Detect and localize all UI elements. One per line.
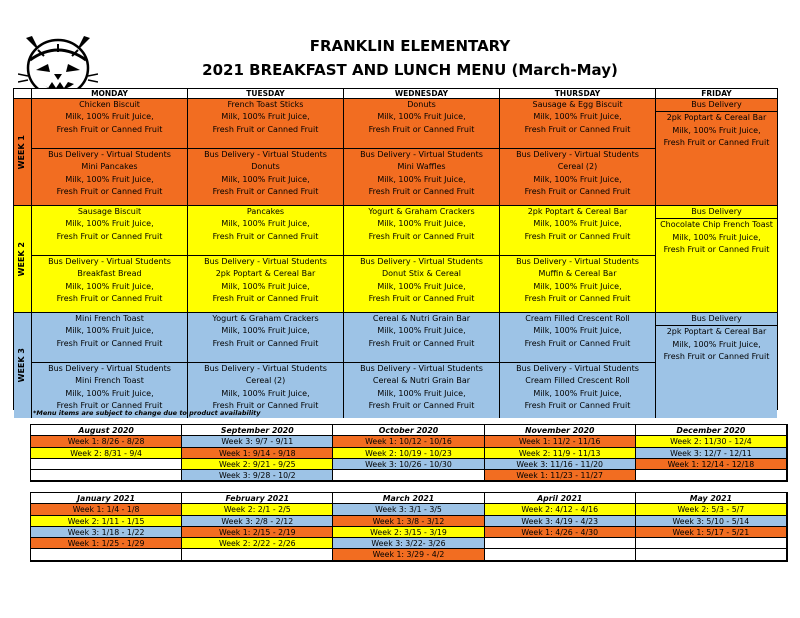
menu-cell: 2pk Poptart & Cereal Bar Milk, 100% Fruit Juice, Fresh Fruit or Canned Fruit xyxy=(500,206,656,256)
week-range-cell xyxy=(636,549,787,560)
menu-cell: Chicken Biscuit Milk, 100% Fruit Juice, Fresh Fruit or Canned Fruit xyxy=(32,99,188,149)
menu-cell: Yogurt & Graham Crackers Milk, 100% Fruit Juice, Fresh Fruit or Canned Fruit xyxy=(188,313,344,363)
day-header: TUESDAY xyxy=(188,89,344,99)
day-header: FRIDAY xyxy=(656,89,777,99)
menu-cell: Sausage Biscuit Milk, 100% Fruit Juice, Fresh Fruit or Canned Fruit xyxy=(32,206,188,256)
month-header: November 2020 xyxy=(485,425,636,436)
menu-cell: Bus Delivery - Virtual Students Breakfast Bread Milk, 100% Fruit Juice, Fresh Fruit or Canned Fruit xyxy=(32,256,188,313)
menu-cell: Bus Delivery - Virtual Students 2pk Poptart & Cereal Bar Milk, 100% Fruit Juice, Fresh Fruit or Canned Fruit xyxy=(188,256,344,313)
week-range-cell xyxy=(485,538,636,549)
week-range-cell: Week 1: 11/2 - 11/16 xyxy=(485,436,636,447)
calendar-fall-2020 xyxy=(30,424,788,482)
menu-cell: Bus Delivery - Virtual Students Muffin & Cereal Bar Milk, 100% Fruit Juice, Fresh Fruit or Canned Fruit xyxy=(500,256,656,313)
menu-cell: Mini French Toast Milk, 100% Fruit Juice, Fresh Fruit or Canned Fruit xyxy=(32,313,188,363)
week-range-cell: Week 2: 10/19 - 10/23 xyxy=(333,448,484,459)
menu-cell: Bus Delivery - Virtual Students Cereal (2) Milk, 100% Fruit Juice, Fresh Fruit or Canned Fruit xyxy=(188,363,344,418)
week-range-cell: Week 2: 11/30 - 12/4 xyxy=(636,436,787,447)
week-range-cell: Week 2: 4/12 - 4/16 xyxy=(485,504,636,515)
menu-cell: Bus Delivery - Virtual Students Donuts Milk, 100% Fruit Juice, Fresh Fruit or Canned Fruit xyxy=(188,149,344,206)
month-header: December 2020 xyxy=(636,425,787,436)
week-range-cell: Week 2: 9/21 - 9/25 xyxy=(182,459,333,470)
availability-note: *Menu items are subject to change due to product availability xyxy=(33,409,261,417)
week-range-cell: Week 1: 10/12 - 10/16 xyxy=(333,436,484,447)
menu-cell: Bus Delivery - Virtual Students Donut Stix & Cereal Milk, 100% Fruit Juice, Fresh Fruit or Canned Fruit xyxy=(344,256,500,313)
week-range-cell xyxy=(31,549,182,560)
week-range-cell: Week 1: 1/4 - 1/8 xyxy=(31,504,182,515)
menu-cell: Bus Delivery - Virtual Students Cereal & Nutri Grain Bar Milk, 100% Fruit Juice, Fresh Fruit or Canned Fruit xyxy=(344,363,500,418)
month-header: August 2020 xyxy=(31,425,182,436)
week-range-cell: Week 2: 2/22 - 2/26 xyxy=(182,538,333,549)
week-range-cell: Week 2: 3/15 - 3/19 xyxy=(333,527,484,538)
week-range-cell: Week 3: 4/19 - 4/23 xyxy=(485,516,636,527)
week-range-cell: Week 1: 4/26 - 4/30 xyxy=(485,527,636,538)
corner-cell xyxy=(14,89,32,99)
menu-cell: Bus Delivery - Virtual Students Mini Waffles Milk, 100% Fruit Juice, Fresh Fruit or Canned Fruit xyxy=(344,149,500,206)
week-range-cell xyxy=(636,538,787,549)
week-range-cell: Week 1: 1/25 - 1/29 xyxy=(31,538,182,549)
week-range-cell xyxy=(333,470,484,481)
month-header: January 2021 xyxy=(31,493,182,504)
month-header: May 2021 xyxy=(636,493,787,504)
week-range-cell: Week 2: 11/9 - 11/13 xyxy=(485,448,636,459)
friday-cell: Bus Delivery 2pk Poptart & Cereal Bar Milk, 100% Fruit Juice, Fresh Fruit or Canned Fruit xyxy=(656,313,777,418)
menu-cell: Cereal & Nutri Grain Bar Milk, 100% Fruit Juice, Fresh Fruit or Canned Fruit xyxy=(344,313,500,363)
week-range-cell: Week 3: 9/28 - 10/2 xyxy=(182,470,333,481)
week-range-cell: Week 1: 12/14 - 12/18 xyxy=(636,459,787,470)
week-range-cell: Week 3: 5/10 - 5/14 xyxy=(636,516,787,527)
week-range-cell: Week 3: 3/22- 3/26 xyxy=(333,538,484,549)
week-range-cell: Week 3: 11/16 - 11/20 xyxy=(485,459,636,470)
week-range-cell: Week 1: 9/14 - 9/18 xyxy=(182,448,333,459)
week-range-cell: Week 1: 2/15 - 2/19 xyxy=(182,527,333,538)
day-header: THURSDAY xyxy=(500,89,656,99)
menu-cell: Sausage & Egg Biscuit Milk, 100% Fruit Juice, Fresh Fruit or Canned Fruit xyxy=(500,99,656,149)
week-label: WEEK 1 xyxy=(14,99,32,206)
week-range-cell: Week 3: 3/1 - 3/5 xyxy=(333,504,484,515)
week-range-cell: Week 3: 1/18 - 1/22 xyxy=(31,527,182,538)
week-range-cell: Week 3: 9/7 - 9/11 xyxy=(182,436,333,447)
school-name: FRANKLIN ELEMENTARY xyxy=(309,37,511,55)
week-range-cell xyxy=(636,470,787,481)
friday-cell: Bus Delivery Chocolate Chip French Toast Milk, 100% Fruit Juice, Fresh Fruit or Canned Fruit xyxy=(656,206,777,313)
week-range-cell: Week 1: 11/23 - 11/27 xyxy=(485,470,636,481)
week-range-cell: Week 2: 1/11 - 1/15 xyxy=(31,516,182,527)
menu-cell: Bus Delivery - Virtual Students Cereal (2) Milk, 100% Fruit Juice, Fresh Fruit or Canned Fruit xyxy=(500,149,656,206)
menu-cell: Pancakes Milk, 100% Fruit Juice, Fresh Fruit or Canned Fruit xyxy=(188,206,344,256)
menu-cell: Cream Filled Crescent Roll Milk, 100% Fruit Juice, Fresh Fruit or Canned Fruit xyxy=(500,313,656,363)
menu-cell: Bus Delivery - Virtual Students Mini Pancakes Milk, 100% Fruit Juice, Fresh Fruit or Canned Fruit xyxy=(32,149,188,206)
day-header: MONDAY xyxy=(32,89,188,99)
menu-title: 2021 BREAKFAST AND LUNCH MENU (March-May) xyxy=(202,61,618,79)
menu-cell: Bus Delivery - Virtual Students Mini French Toast Milk, 100% Fruit Juice, Fresh Fruit or Canned Fruit xyxy=(32,363,188,418)
menu-grid xyxy=(13,88,778,410)
week-range-cell: Week 1: 8/26 - 8/28 xyxy=(31,436,182,447)
week-range-cell xyxy=(182,549,333,560)
week-range-cell: Week 2: 5/3 - 5/7 xyxy=(636,504,787,515)
week-range-cell: Week 1: 5/17 - 5/21 xyxy=(636,527,787,538)
month-header: February 2021 xyxy=(182,493,333,504)
week-range-cell: Week 1: 3/29 - 4/2 xyxy=(333,549,484,560)
week-label: WEEK 3 xyxy=(14,313,32,418)
week-range-cell: Week 1: 3/8 - 3/12 xyxy=(333,516,484,527)
week-range-cell: Week 2: 2/1 - 2/5 xyxy=(182,504,333,515)
friday-cell: Bus Delivery 2pk Poptart & Cereal Bar Milk, 100% Fruit Juice, Fresh Fruit or Canned Fruit xyxy=(656,99,777,206)
menu-cell: Bus Delivery - Virtual Students Cream Filled Crescent Roll Milk, 100% Fruit Juice, Fresh Fruit or Canned Fruit xyxy=(500,363,656,418)
menu-cell: French Toast Sticks Milk, 100% Fruit Juice, Fresh Fruit or Canned Fruit xyxy=(188,99,344,149)
week-range-cell xyxy=(485,549,636,560)
menu-cell: Yogurt & Graham Crackers Milk, 100% Fruit Juice, Fresh Fruit or Canned Fruit xyxy=(344,206,500,256)
month-header: September 2020 xyxy=(182,425,333,436)
month-header: October 2020 xyxy=(333,425,484,436)
week-label: WEEK 2 xyxy=(14,206,32,313)
week-range-cell: Week 3: 10/26 - 10/30 xyxy=(333,459,484,470)
week-range-cell: Week 3: 12/7 - 12/11 xyxy=(636,448,787,459)
month-header: April 2021 xyxy=(485,493,636,504)
month-header: March 2021 xyxy=(333,493,484,504)
menu-cell: Donuts Milk, 100% Fruit Juice, Fresh Fruit or Canned Fruit xyxy=(344,99,500,149)
calendar-spring-2021 xyxy=(30,492,788,562)
day-header: WEDNESDAY xyxy=(344,89,500,99)
week-range-cell: Week 3: 2/8 - 2/12 xyxy=(182,516,333,527)
week-range-cell: Week 2: 8/31 - 9/4 xyxy=(31,448,182,459)
week-range-cell xyxy=(31,470,182,481)
week-range-cell xyxy=(31,459,182,470)
